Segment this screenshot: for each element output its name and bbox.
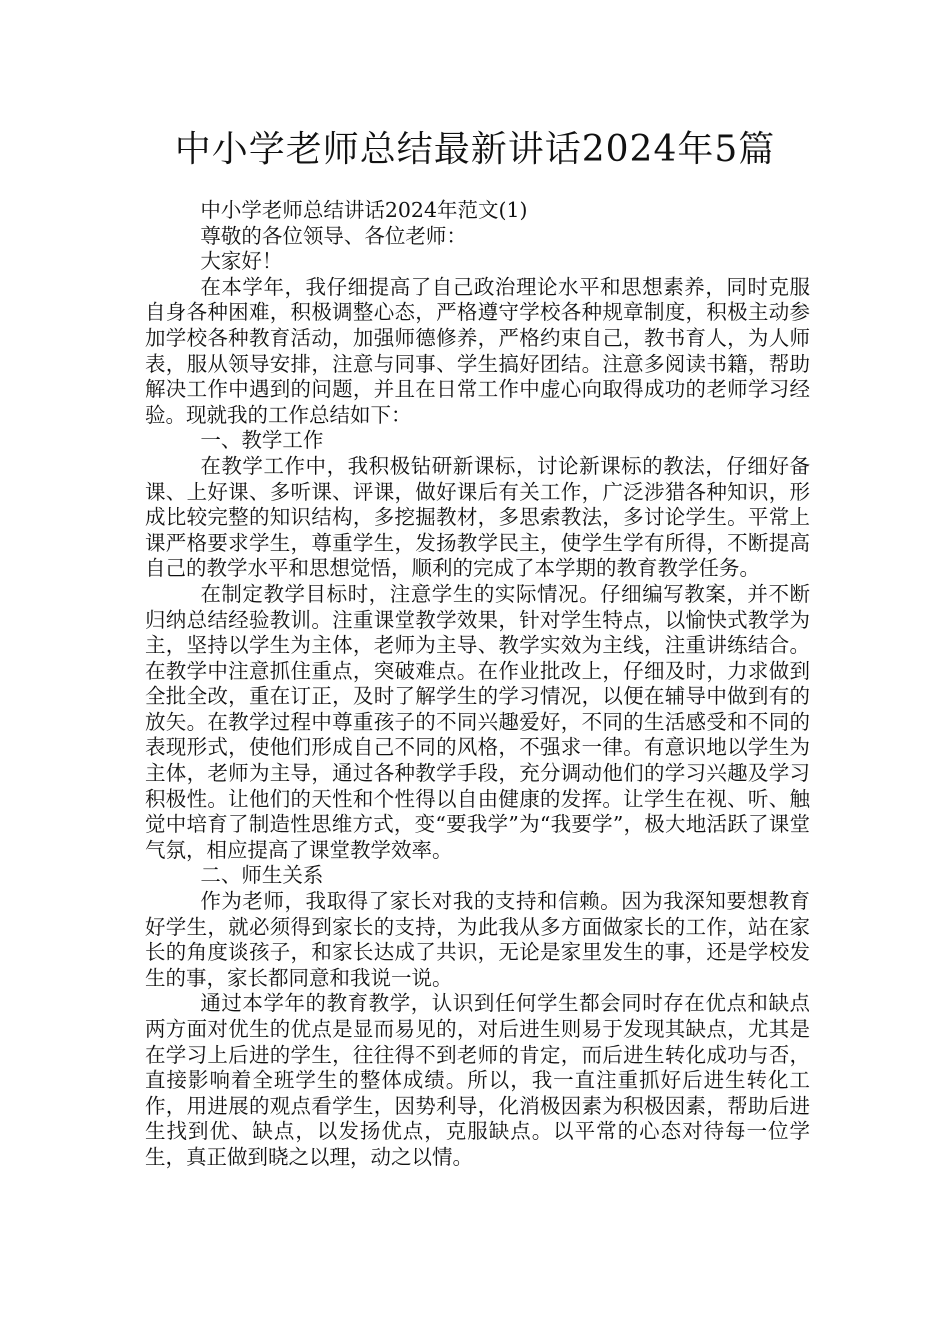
section-heading-teaching: 一、教学工作 <box>200 428 324 453</box>
paragraph-teaching-1: 在教学工作中，我积极钻研新课标，讨论新课标的教法，仔细好备课、上好课、多听课、评课，做好课后有关工作，广泛涉猎各种知识，形成比较完整的知识结构，多挖掘教材，多思索教法，多讨论学生。平常上课严格要求学生，尊重学生，发扬教学民主，使学生学有所得，不断提高自己的教学水平和思想觉悟，顺利的完成了本学期的教育教学任务。 <box>145 453 810 581</box>
document-body <box>145 198 810 1171</box>
paragraph-relations-1: 作为老师，我取得了家长对我的支持和信赖。因为我深知要想教育好学生，就必须得到家长的支持，为此我从多方面做家长的工作，站在家长的角度谈孩子，和家长达成了共识，无论是家里发生的事，还是学校发生的事，家长都同意和我说一说。 <box>145 889 810 990</box>
document-title: 中小学老师总结最新讲话2024年5篇 <box>174 129 776 170</box>
paragraph-subtitle: 中小学老师总结讲话2024年范文(1) <box>200 198 528 222</box>
section-heading-relations: 二、师生关系 <box>200 863 324 888</box>
paragraph-greeting: 大家好！ <box>200 249 283 274</box>
paragraph-teaching-2: 在制定教学目标时，注意学生的实际情况。仔细编写教案，并不断归纳总结经验教训。注重课堂教学效果，针对学生特点，以愉快式教学为主，坚持以学生为主体，老师为主导、教学实效为主线，注重讲练结合。在教学中注意抓住重点，突破难点。在作业批改上，仔细及时，力求做到全批全改，重在订正，及时了解学生的学习情况，以便在辅导中做到有的放矢。在教学过程中尊重孩子的不同兴趣爱好，不同的生活感受和不同的表现形式，使他们形成自己不同的风格，不强求一律。有意识地以学生为主体，老师为主导，通过各种教学手段，充分调动他们的学习兴趣及学习积极性。让他们的天性和个性得以自由健康的发挥。让学生在视、听、触觉中培育了制造性思维方式，变“要我学”为“我要学”，极大地活跃了课堂气氛，相应提高了课堂教学效率。 <box>145 581 810 862</box>
paragraph-intro: 在本学年，我仔细提高了自己政治理论水平和思想素养，同时克服自身各种困难，积极调整心态，严格遵守学校各种规章制度，积极主动参加学校各种教育活动，加强师德修养，严格约束自己，教书育人，为人师表，服从领导安排，注意与同事、学生搞好团结。注意多阅读书籍，帮助解决工作中遇到的问题，并且在日常工作中虚心向取得成功的老师学习经验。现就我的工作总结如下： <box>145 274 810 427</box>
paragraph-relations-2: 通过本学年的教育教学，认识到任何学生都会同时存在优点和缺点两方面对优生的优点是显而易见的，对后进生则易于发现其缺点，尤其是在学习上后进的学生，往往得不到老师的肯定，而后进生转化成功与否，直接影响着全班学生的整体成绩。所以，我一直注重抓好后进生转化工作，用进展的观点看学生，因势利导，化消极因素为积极因素，帮助后进生找到优、缺点，以发扬优点，克服缺点。以平常的心态对待每一位学生，真正做到晓之以理，动之以情。 <box>145 991 810 1169</box>
paragraph-salutation: 尊敬的各位领导、各位老师： <box>200 223 467 248</box>
